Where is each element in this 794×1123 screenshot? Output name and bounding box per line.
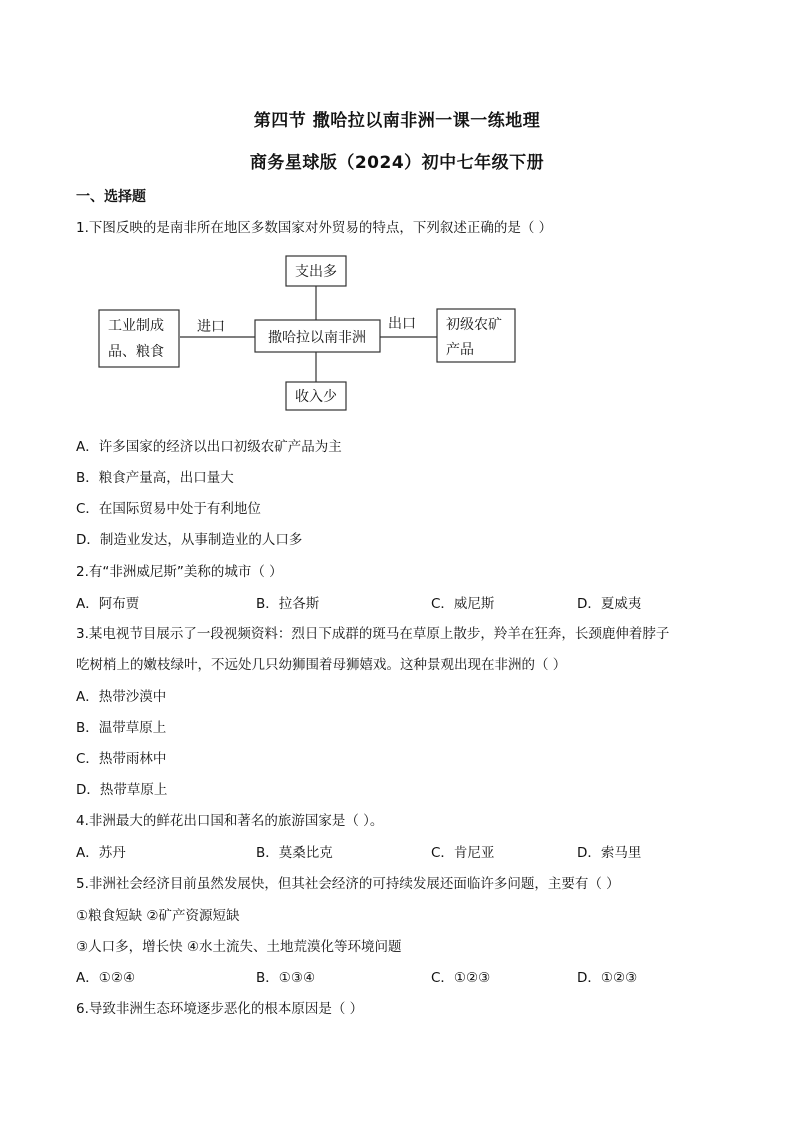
q4-option-d: D．索马里: [577, 845, 642, 861]
q5-option-c: C．①②③: [431, 970, 491, 986]
q2-option-a: A．阿布贾: [76, 596, 140, 612]
q3-stem-line-2: 吃树梢上的嫩枝绿叶，不远处几只幼狮围着母狮嬉戏。这种景观出现在非洲的（ ）: [76, 657, 567, 673]
q1-option-b: B．粮食产量高，出口量大: [76, 470, 234, 486]
trade-diagram: [0, 0, 794, 420]
q5-item-line-2: ③人口多，增长快 ④水土流失、土地荒漠化等环境问题: [76, 939, 402, 955]
q1-option-c: C．在国际贸易中处于有利地位: [76, 501, 261, 517]
q4-option-a: A．苏丹: [76, 845, 126, 861]
q4-stem: 4.非洲最大的鲜花出口国和著名的旅游国家是（ ）。: [76, 813, 384, 829]
diagram-left-text-1: 工业制成: [108, 318, 164, 334]
diagram-export-label: 出口: [388, 316, 416, 332]
diagram-import-label: 进口: [197, 319, 225, 335]
section-heading: 一、选择题: [76, 189, 146, 205]
q5-option-b: B．①③④: [256, 970, 316, 986]
title-line-1: 第四节 撒哈拉以南非洲一课一练地理: [253, 111, 541, 131]
q3-stem-line-1: 3.某电视节目展示了一段视频资料：烈日下成群的斑马在草原上散步，羚羊在狂奔，长颈鹿伸着脖子: [76, 626, 670, 642]
q3-option-b: B．温带草原上: [76, 720, 167, 736]
q5-stem: 5.非洲社会经济目前虽然发展快，但其社会经济的可持续发展还面临许多问题，主要有（ ）: [76, 876, 620, 892]
diagram-bottom-text: 收入少: [295, 389, 337, 405]
diagram-left-text-2: 品、粮食: [108, 344, 164, 360]
diagram-right-text-1: 初级农矿: [446, 317, 502, 333]
q2-stem: 2.有“非洲威尼斯”美称的城市（ ）: [76, 564, 283, 580]
diagram-top-text: 支出多: [295, 264, 337, 280]
q1-stem: 1.下图反映的是南非所在地区多数国家对外贸易的特点，下列叙述正确的是（ ）: [76, 220, 553, 236]
q1-option-a: A．许多国家的经济以出口初级农矿产品为主: [76, 439, 342, 455]
q3-option-c: C．热带雨林中: [76, 751, 167, 767]
q2-option-b: B．拉各斯: [256, 596, 320, 612]
q2-option-d: D．夏威夷: [577, 596, 642, 612]
q3-option-d: D．热带草原上: [76, 782, 168, 798]
q1-option-d: D．制造业发达，从事制造业的人口多: [76, 532, 303, 548]
diagram-right-text-2: 产品: [446, 342, 474, 358]
q6-stem: 6.导致非洲生态环境逐步恶化的根本原因是（ ）: [76, 1001, 364, 1017]
q5-option-a: A．①②④: [76, 970, 136, 986]
title-line-2: 商务星球版（2024）初中七年级下册: [249, 153, 545, 173]
q5-item-line-1: ①粮食短缺 ②矿产资源短缺: [76, 908, 240, 924]
diagram-center-text: 撒哈拉以南非洲: [268, 330, 366, 346]
q4-option-b: B．莫桑比克: [256, 845, 333, 861]
q4-option-c: C．肯尼亚: [431, 845, 495, 861]
q3-option-a: A．热带沙漠中: [76, 689, 167, 705]
q2-option-c: C．威尼斯: [431, 596, 495, 612]
q5-option-d: D．①②③: [577, 970, 638, 986]
